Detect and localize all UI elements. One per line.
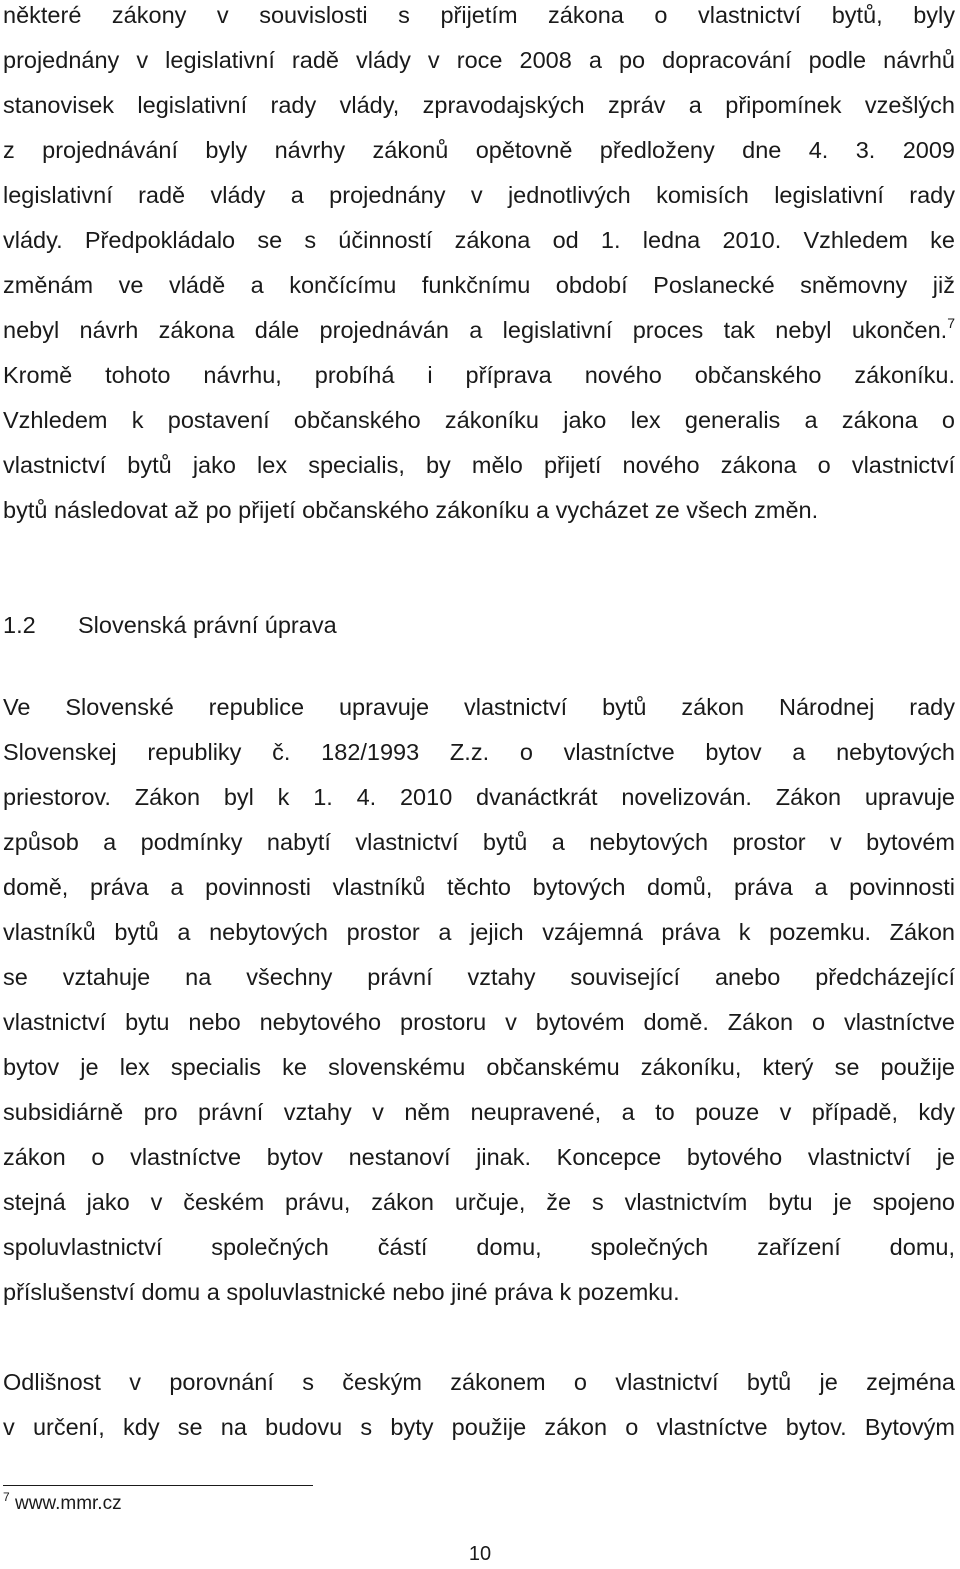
text-line: Vzhledem k postavení občanského zákoníku jako lex generalis a zákona o xyxy=(3,407,955,433)
text-line: příslušenství domu a spoluvlastnické nebo jiné práva k pozemku. xyxy=(3,1279,680,1305)
text-line: vlády. Předpokládalo se s účinností zákona od 1. ledna 2010. Vzhledem ke xyxy=(3,227,955,253)
text-line: z projednávání byly návrhy zákonů opětovně předloženy dne 4. 3. 2009 xyxy=(3,137,955,163)
text-line: vlastnictví bytů jako lex specialis, by mělo přijetí nového zákona o vlastnictví xyxy=(3,452,955,478)
paragraph-1 xyxy=(3,0,955,533)
text-line: domě, práva a povinnosti vlastníků těchto bytových domů, práva a povinnosti xyxy=(3,874,955,900)
text-line: legislativní radě vlády a projednány v jednotlivých komisích legislativní rady xyxy=(3,182,955,208)
text-line: nebyl návrh zákona dále projednáván a legislativní proces tak nebyl ukončen. xyxy=(3,317,948,343)
text-line: Odlišnost v porovnání s českým zákonem o vlastnictví bytů je zejména xyxy=(3,1369,955,1395)
footnote-text[interactable]: www.mmr.cz xyxy=(14,1493,122,1514)
text-line: vlastníků bytů a nebytových prostor a jejich vzájemná práva k pozemku. Zákon xyxy=(3,919,955,945)
text-line: změnám ve vládě a končícímu funkčnímu období Poslanecké sněmovny již xyxy=(3,272,955,298)
text-line: bytov je lex specialis ke slovenskému občanskému zákoníku, který se použije xyxy=(3,1054,955,1080)
section-title: Slovenská právní úprava xyxy=(78,612,337,638)
text-line: Kromě tohoto návrhu, probíhá i příprava nového občanského zákoníku. xyxy=(3,362,955,388)
text-line: Slovenskej republiky č. 182/1993 Z.z. o vlastníctve bytov a nebytových xyxy=(3,739,955,765)
section-number: 1.2 xyxy=(3,612,36,638)
text-line: projednány v legislativní radě vlády v roce 2008 a po dopracování podle návrhů xyxy=(3,47,955,73)
page-number: 10 xyxy=(468,1543,492,1565)
text-line: vlastnictví bytu nebo nebytového prostoru v bytovém domě. Zákon o vlastníctve xyxy=(3,1009,955,1035)
section-heading xyxy=(3,603,337,648)
footnote-divider xyxy=(3,1485,313,1486)
footnote xyxy=(3,1492,122,1516)
paragraph-2 xyxy=(3,685,955,1315)
text-line: stejná jako v českém právu, zákon určuje, že s vlastnictvím bytu je spojeno xyxy=(3,1189,955,1215)
text-line: bytů následovat až po přijetí občanského zákoníku a vycházet ze všech změn. xyxy=(3,497,819,523)
text-line: se vztahuje na všechny právní vztahy související anebo předcházející xyxy=(3,964,955,990)
footnote-reference[interactable]: 7 xyxy=(947,315,955,331)
paragraph-3 xyxy=(3,1360,955,1450)
text-line: v určení, kdy se na budovu s byty použije zákon o vlastníctve bytov. Bytovým xyxy=(3,1414,955,1440)
text-line: některé zákony v souvislosti s přijetím zákona o vlastnictví bytů, byly xyxy=(3,2,955,28)
text-line-with-footnote xyxy=(3,308,955,353)
text-line: spoluvlastnictví společných částí domu, společných zařízení domu, xyxy=(3,1234,955,1260)
text-line: způsob a podmínky nabytí vlastnictví bytů a nebytových prostor v bytovém xyxy=(3,829,955,855)
text-line: subsidiárně pro právní vztahy v něm neupravené, a to pouze v případě, kdy xyxy=(3,1099,955,1125)
text-line: stanovisek legislativní rady vlády, zpravodajských zpráv a připomínek vzešlých xyxy=(3,92,955,118)
text-line: Ve Slovenské republice upravuje vlastnictví bytů zákon Národnej rady xyxy=(3,694,955,720)
footnote-number: 7 xyxy=(3,1490,10,1504)
text-line: zákon o vlastníctve bytov nestanoví jinak. Koncepce bytového vlastnictví je xyxy=(3,1144,955,1170)
text-line: priestorov. Zákon byl k 1. 4. 2010 dvanáctkrát novelizován. Zákon upravuje xyxy=(3,784,955,810)
